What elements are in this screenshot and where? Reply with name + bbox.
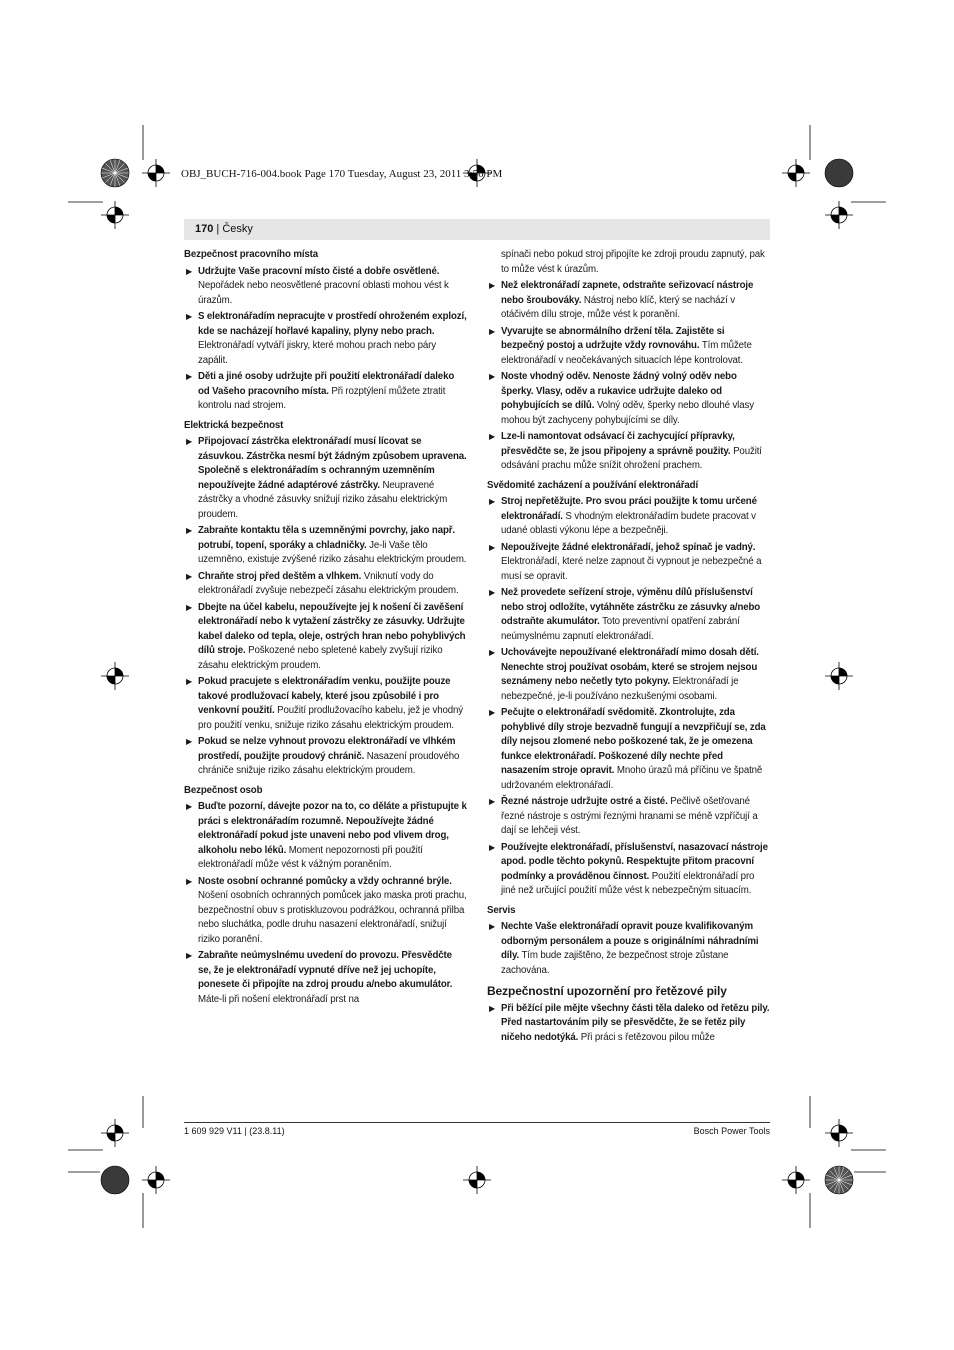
triangle-right-icon: ▶: [489, 542, 496, 552]
item-bold: Noste vhodný oděv. Nenoste žádný volný oděv nebo šperky. Vlasy, oděv a rukavice udržujte daleko od pohybujících se dílů.: [501, 371, 737, 411]
safety-item: [487, 279, 770, 323]
item-bold: Udržujte Vaše pracovní místo čisté a dobře osvětlené.: [198, 265, 440, 277]
registration-mark-icon: [825, 662, 853, 690]
safety-item: [184, 370, 467, 414]
safety-item: [184, 800, 467, 873]
triangle-right-icon: ▶: [186, 266, 193, 276]
right-column: [487, 248, 770, 1047]
footer-rule: [184, 1122, 770, 1123]
safety-item: [184, 601, 467, 674]
item-text: Moment nepozornosti při použití elektronářadí může vést k vážným poraněním.: [198, 844, 423, 870]
item-text: S vhodným elektronářadím budete pracovat v udané oblasti výkonu lépe a bezpečněji.: [501, 510, 756, 536]
color-target-icon: [825, 1166, 853, 1194]
triangle-right-icon: ▶: [489, 842, 496, 852]
triangle-right-icon: ▶: [186, 876, 193, 886]
item-bold: Pečujte o elektronářadí svědomitě. Zkontrolujte, zda pohyblivé díly stroje bezvadně fungují a nevzpřičují se, zda díly nejsou zlomené nebo poškozené tak, že je omezena funkce elektronářadí. Poškozené díly nechte před nasazením stroje opravit.: [501, 707, 766, 776]
continued-text: spínači nebo pokud stroj připojíte ke zdroji proudu zapnutý, pak to může vést k úrazům.: [501, 249, 765, 275]
safety-item: [184, 875, 467, 948]
item-text: Pečlivě ošetřované řezné nástroje s ostrými řeznými hranami se méně vzpříčují a dají se lehčeji vést.: [501, 796, 758, 836]
safety-item: [184, 949, 467, 1007]
safety-item: [184, 675, 467, 733]
item-text: Elektronářadí je nebezpečné, je-li používáno nezkušenými osobami.: [501, 676, 739, 702]
safety-item: [184, 265, 467, 309]
triangle-right-icon: ▶: [489, 372, 496, 381]
item-text: Nasazení proudového chrániče snižuje riziko zásahu elektrickým proudem.: [198, 750, 460, 776]
safety-item: [184, 524, 467, 568]
registration-mark-icon: [101, 201, 129, 229]
triangle-right-icon: ▶: [489, 326, 496, 336]
item-bold: Buďte pozorní, dávejte pozor na to, co děláte a přistupujte k práci s elektronářadím rozumně. Nepoužívejte žádné elektronářadí pokud jste unaveni nebo pod vlivem drog, alkoholu nebo léků.: [198, 801, 467, 856]
registration-mark-icon: [782, 1166, 810, 1194]
triangle-right-icon: ▶: [186, 437, 193, 446]
item-bold: Připojovací zástrčka elektronářadí musí lícovat se zásuvkou. Zástrčka nesmí být žádným způsobem upravena. Společně s elektronářadím s ochranným uzemněním nepoužívejte žádné adaptérové zástrčky.: [198, 436, 467, 491]
item-text: Vniknutí vody do elektronářadí zvyšuje nebezpečí zásahu elektrickým proudem.: [198, 570, 459, 596]
item-text: Tím bude zajištěno, že bezpečnost stroje zůstane zachována.: [501, 950, 729, 976]
registration-mark-icon: [101, 662, 129, 690]
triangle-right-icon: ▶: [489, 497, 496, 506]
triangle-right-icon: ▶: [186, 526, 193, 535]
safety-item: [487, 541, 770, 585]
item-bold: Nepoužívejte žádné elektronářadí, jehož spínač je vadný.: [501, 541, 756, 553]
triangle-right-icon: ▶: [489, 281, 496, 290]
safety-item: [487, 586, 770, 644]
section-title: Servis: [487, 904, 516, 916]
safety-item: [487, 495, 770, 539]
page-number: 170: [195, 223, 214, 235]
color-target-icon: [825, 159, 853, 187]
safety-item: [487, 370, 770, 428]
item-bold: Noste osobní ochranné pomůcky a vždy ochranné brýle.: [198, 875, 452, 887]
safety-item: [487, 430, 770, 474]
item-text: Mnoho úrazů má příčinu ve špatně udržovaném elektronářadí.: [501, 765, 763, 791]
safety-item: [487, 841, 770, 899]
item-bold: Děti a jiné osoby udržujte při použití elektronářadí daleko od Vašeho pracovního místa.: [198, 371, 455, 397]
triangle-right-icon: ▶: [186, 677, 193, 686]
footer-brand: Bosch Power Tools: [693, 1126, 770, 1136]
item-bold: Při běžící pile mějte všechny části těla daleko od řetězu pily. Před nastartováním pily se přesvědčte, že se řetěz pily ničeho nedotýká.: [501, 1002, 770, 1043]
item-bold: Stroj nepřetěžujte. Pro svou práci použijte k tomu určené elektronářadí.: [501, 496, 757, 522]
item-bold: S elektronářadím nepracujte v prostředí ohroženém explozí, kde se nacházejí hořlavé kapaliny, plyny nebo prach.: [198, 311, 467, 337]
page-header-bar: [184, 219, 770, 240]
item-bold: Vyvarujte se abnormálního držení těla. Zajistěte si bezpečný postoj a udržujte vždy rovnováhu.: [501, 325, 725, 351]
item-text: Toto preventivní opatření zabrání neúmyslnému zapnutí elektronářadí.: [501, 616, 740, 642]
item-bold: Než provedete seřízení stroje, výměnu dílů příslušenství nebo stroj odložíte, vytáhněte zástrčku ze zásuvky a/nebo odstraňte akumulátor.: [501, 587, 761, 627]
item-text: Při rozptýlení můžete ztratit kontrolu nad strojem.: [198, 385, 446, 411]
triangle-right-icon: ▶: [489, 922, 496, 931]
item-text: Použití odsávání prachu může snížit ohrožení prachem.: [501, 445, 762, 471]
item-bold: Řezné nástroje udržujte ostré a čisté.: [501, 796, 668, 807]
registration-mark-icon: [825, 1119, 853, 1147]
item-bold: Uchovávejte nepoužívané elektronářadí mimo dosah dětí. Nenechte stroj používat osobám, které se strojem nejsou seznámeny nebo nečetly tyto pokyny.: [501, 647, 759, 687]
section-title: Elektrická bezpečnost: [184, 419, 284, 431]
registration-mark-icon: [463, 1166, 491, 1194]
footer-doc-number: 1 609 929 V11 | (23.8.11): [184, 1126, 285, 1136]
item-text: Máte-li při nošení elektronářadí prst na: [198, 993, 360, 1005]
item-text: Tím můžete elektronářadí v neočekávaných situacích lépe kontrolovat.: [501, 340, 752, 366]
item-text: Použití prodlužovacího kabelu, jež je vhodný pro použití venku, snižuje riziko zásahu elektrickým proudem.: [198, 705, 464, 731]
safety-item: [487, 325, 770, 369]
triangle-right-icon: ▶: [489, 432, 496, 441]
item-text: Neupravené zástrčky a vhodné zásuvky snižují riziko zásahu elektrickým proudem.: [198, 479, 448, 520]
item-bold: Pokud se nelze vyhnout provozu elektronářadí ve vlhkém prostředí, použijte proudový chránič.: [198, 736, 456, 762]
safety-item: [487, 920, 770, 978]
item-text: Použití elektronářadí pro jiné než určující použití může vést k nebezpečným situacím.: [501, 870, 755, 896]
registration-mark-icon: [101, 1119, 129, 1147]
header-separator: |: [213, 223, 223, 235]
item-bold: Než elektronářadí zapnete, odstraňte seřizovací nástroje nebo šroubováky.: [501, 280, 754, 306]
item-bold: Používejte elektronářadí, příslušenství, nasazovací nástroje apod. podle těchto pokynů. Respektujte přitom pracovní podmínky a prováděnou činnost.: [501, 841, 768, 882]
safety-item: [184, 435, 467, 522]
item-bold: Lze-li namontovat odsávací či zachycující přípravky, přesvědčte se, že jsou připojeny a správně použity.: [501, 431, 735, 457]
color-target-icon: [101, 1166, 129, 1194]
item-bold: Nechte Vaše elektronářadí opravit pouze kvalifikovaným odborným personálem a pouze s originálními náhradními díly.: [501, 921, 759, 961]
item-text: Elektronářadí, které nelze zapnout či vypnout je nebezpečné a musí se opravit.: [501, 556, 762, 582]
item-bold: Chraňte stroj před deštěm a vlhkem.: [198, 570, 362, 582]
triangle-right-icon: ▶: [186, 802, 193, 811]
safety-item: [184, 310, 467, 368]
triangle-right-icon: ▶: [489, 648, 496, 657]
triangle-right-icon: ▶: [186, 737, 193, 746]
section-title: Bezpečnost pracovního místa: [184, 249, 319, 260]
chain-saw-safety-title: Bezpečnostní upozornění pro řetězové pily: [487, 984, 727, 998]
item-bold: Zabraňte neúmyslnému uvedení do provozu. Přesvědčte se, že je elektronářadí vypnuté dříve než jej uchopíte, ponesete či připojíte na zdroj proudu a/nebo akumulátor.: [198, 950, 453, 990]
item-text: Elektronářadí vytváří jiskry, které mohou prach nebo páry zapálit.: [198, 340, 436, 366]
item-text: Nástroj nebo klíč, který se nachází v otáčivém dílu stroje, může vést k poranění.: [501, 294, 736, 320]
item-text: Poškozené nebo spletené kabely zvyšují riziko zásahu elektrickým proudem.: [198, 645, 443, 671]
item-text: Nošení osobních ochranných pomůcek jako maska proti prachu, bezpečnostní obuv s protiskluzovou podrážkou, ochranná přilba nebo sluchátka, podle druhu nasazení elektronářadí, snižují riziko poranění.: [198, 890, 467, 945]
registration-mark-icon: [825, 201, 853, 229]
color-target-icon: [101, 159, 129, 187]
triangle-right-icon: ▶: [186, 372, 193, 381]
triangle-right-icon: ▶: [489, 708, 496, 717]
triangle-right-icon: ▶: [186, 602, 193, 612]
triangle-right-icon: ▶: [489, 1003, 496, 1013]
item-bold: Dbejte na účel kabelu, nepoužívejte jej k nošení či zavěšení elektronářadí nebo k vytažení zástrčky ze zásuvky. Udržujte kabel daleko od tepla, oleje, ostrých hran nebo pohyblivých dílů stroje.: [198, 601, 466, 656]
section-title: Bezpečnost osob: [184, 784, 263, 796]
registration-mark-icon: [142, 1166, 170, 1194]
safety-item: [184, 570, 467, 599]
safety-item: [184, 735, 467, 779]
item-text: Volný oděv, šperky nebo dlouhé vlasy mohou být zachyceny pohybujícími se díly.: [501, 400, 754, 426]
section-title: Svědomité zacházení a používání elektronářadí: [487, 479, 699, 491]
safety-item: [487, 1002, 770, 1046]
item-bold: Zabraňte kontaktu těla s uzemněnými povrchy, jako např. potrubí, topení, sporáky a chladničky.: [198, 525, 456, 551]
safety-item: [487, 706, 770, 793]
item-text: Je-li Vaše tělo uzemněno, existuje zvýšené riziko zásahu elektrickým proudem.: [198, 539, 467, 565]
item-text: Při práci s řetězovou pilou může: [578, 1031, 715, 1043]
triangle-right-icon: ▶: [186, 312, 193, 321]
left-column: [184, 248, 467, 1009]
item-bold: Pokud pracujete s elektronářadím venku, použijte pouze takové prodlužovací kabely, které jsou způsobilé i pro venkovní použití.: [198, 676, 451, 716]
page-header: [195, 223, 253, 235]
triangle-right-icon: ▶: [186, 951, 193, 960]
registration-mark-icon: [782, 159, 810, 187]
triangle-right-icon: ▶: [489, 797, 496, 806]
header-language: Česky: [222, 223, 253, 235]
safety-item: [487, 795, 770, 839]
triangle-right-icon: ▶: [489, 588, 496, 597]
triangle-right-icon: ▶: [186, 571, 193, 581]
item-text: Nepořádek nebo neosvětlené pracovní oblasti mohou vést k úrazům.: [198, 280, 449, 306]
file-info-line: OBJ_BUCH-716-004.book Page 170 Tuesday, August 23, 2011 3:50 PM: [181, 168, 503, 180]
registration-mark-icon: [142, 159, 170, 187]
safety-item: [487, 646, 770, 704]
